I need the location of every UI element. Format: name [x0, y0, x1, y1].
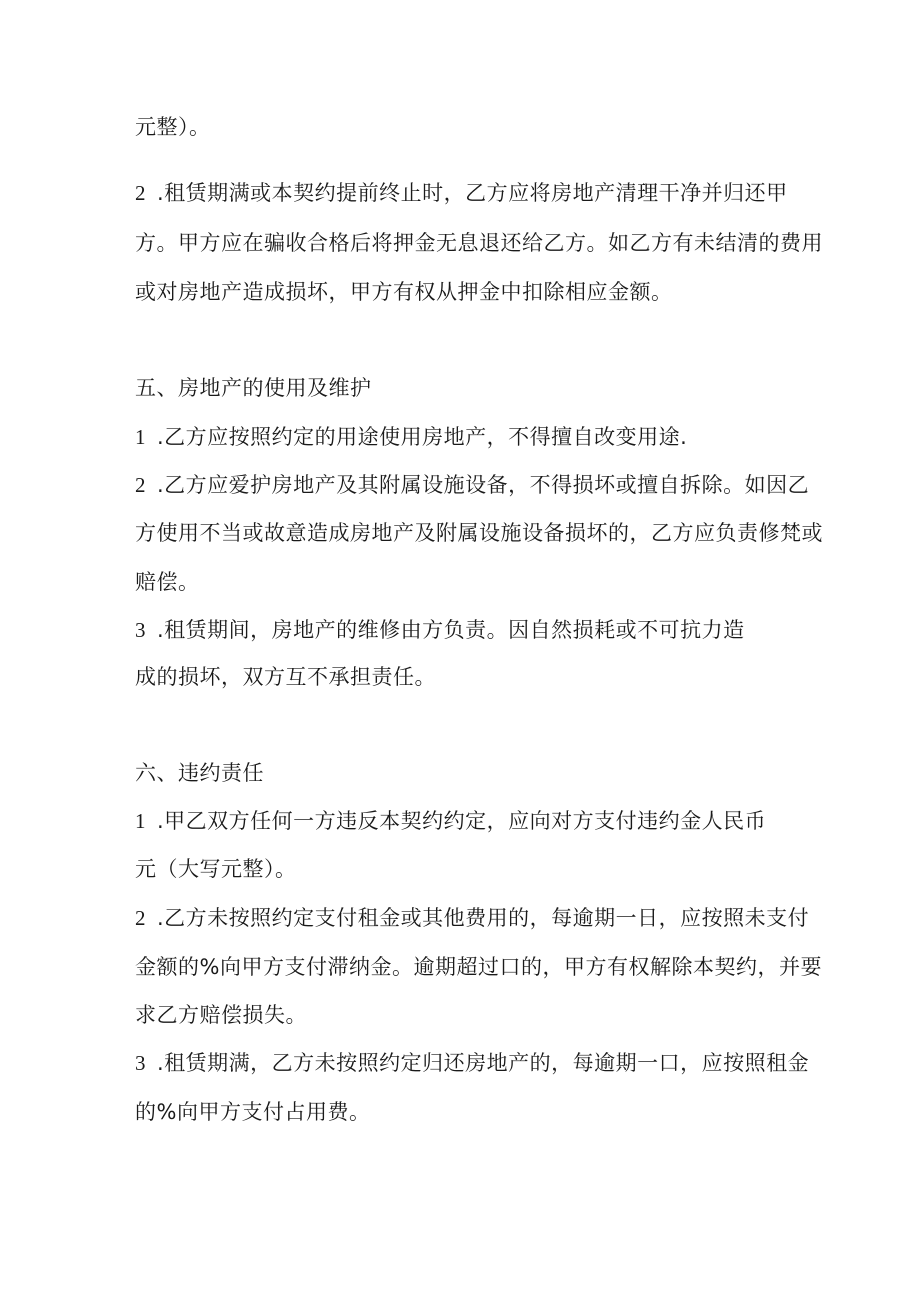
section6-item3-line1: 3 .租赁期满，乙方未按照约定归还房地产的，每逾期一口，应按照租金 — [135, 1051, 810, 1075]
section6-item1-line2: 元（大写元整）。 — [135, 857, 297, 881]
clause4-item2-line3: 或对房地产造成损坏，甲方有权从押金中扣除相应金额。 — [135, 280, 673, 304]
section6-item1-line1: 1 .甲乙双方任何一方违反本契约约定，应向对方支付违约金人民币 — [135, 809, 767, 833]
item-number: 3 — [135, 1051, 146, 1075]
section5-item2-line3: 赔偿。 — [135, 570, 200, 594]
item-number: 3 — [135, 618, 146, 642]
section6-heading: 六、违约责任 — [135, 761, 264, 785]
section5-heading: 五、房地产的使用及维护 — [135, 376, 372, 400]
clause4-item2-line1: 2 .租赁期满或本契约提前终止时，乙方应将房地产清理干净并归还甲 — [135, 181, 788, 205]
item-number: 2 — [135, 906, 146, 930]
item-number: 2 — [135, 181, 146, 205]
section5-item1-line1: 1 .乙方应按照约定的用途使用房地产，不得擅自改变用途. — [135, 425, 688, 449]
section5-item2-line1: 2 .乙方应爱护房地产及其附属设施设备，不得损坏或擅自拆除。如因乙 — [135, 473, 810, 497]
item-number: 1 — [135, 809, 146, 833]
section5-item3-line1: 3 .租赁期间，房地产的维修由方负责。因自然损耗或不可抗力造 — [135, 618, 745, 642]
section6-item3-line2: 的%向甲方支付占用费。 — [135, 1100, 371, 1124]
section5-item3-line2: 成的损坏，双方互不承担责任。 — [135, 665, 436, 689]
clause4-item2-line2: 方。甲方应在骗收合格后将押金无息退还给乙方。如乙方有未结清的费用 — [135, 231, 823, 255]
section5-item2-line2: 方使用不当或故意造成房地产及附属设施设备损坏的，乙方应负责修梵或 — [135, 521, 823, 545]
section6-item2-line2: 金额的%向甲方支付滞纳金。逾期超过口的，甲方有权解除本契约，并要 — [135, 955, 822, 979]
section6-item2-line3: 求乙方赔偿损失。 — [135, 1003, 307, 1027]
section6-item2-line1: 2 .乙方未按照约定支付租金或其他费用的，每逾期一日，应按照未支付 — [135, 906, 810, 930]
clause-tail: 元整）。 — [135, 115, 211, 139]
item-number: 2 — [135, 473, 146, 497]
item-number: 1 — [135, 425, 146, 449]
